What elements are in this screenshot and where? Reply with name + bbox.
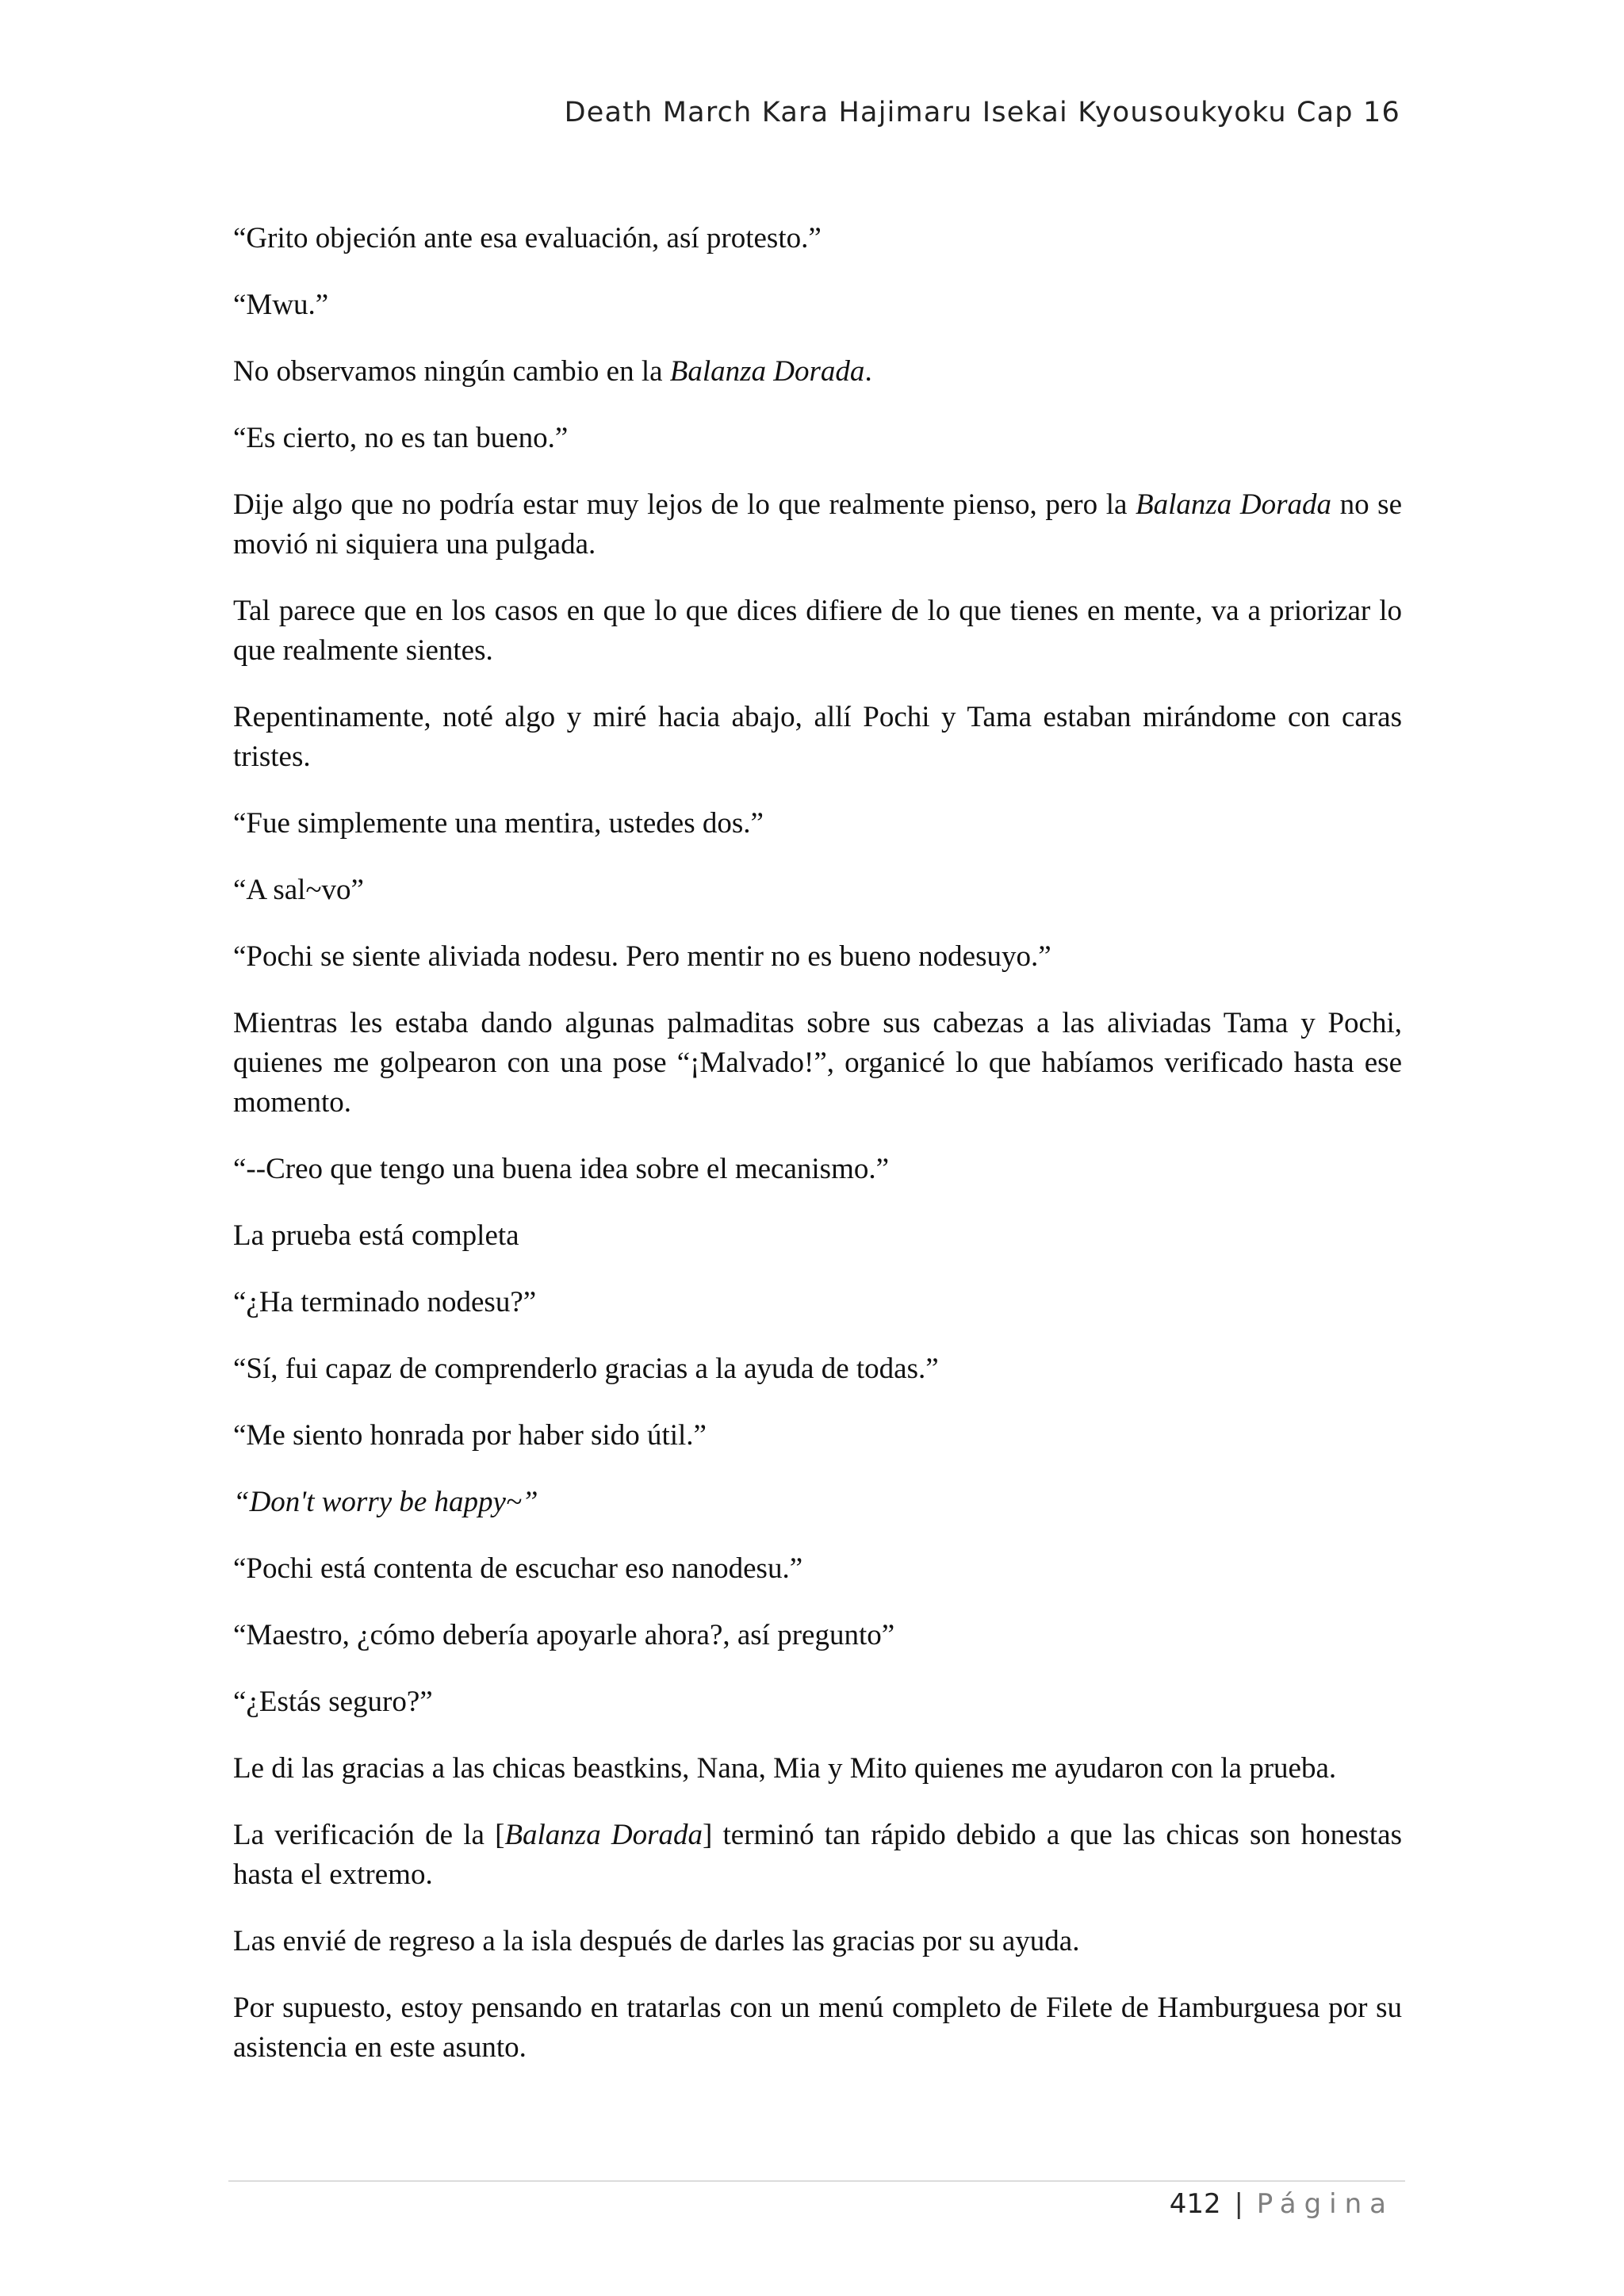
paragraph xyxy=(233,1283,1402,1322)
text-run: “¿Estás seguro?” xyxy=(233,1686,433,1718)
page-footer xyxy=(1170,2188,1394,2220)
paragraph xyxy=(233,219,1402,258)
text-run: “A sal~vo” xyxy=(233,874,364,906)
paragraph xyxy=(233,419,1402,458)
text-run: Por supuesto, estoy pensando en tratarlas con un menú completo de Filete de Hamburguesa por su asistencia en este asunto. xyxy=(233,1992,1402,2064)
footer-divider xyxy=(228,2180,1405,2182)
italic-text: Balanza Dorada xyxy=(504,1819,703,1851)
text-run: “Me siento honrada por haber sido útil.” xyxy=(233,1419,707,1452)
paragraph xyxy=(233,1922,1402,1961)
text-run: . xyxy=(864,355,872,388)
document-body xyxy=(233,219,1402,2095)
paragraph xyxy=(233,698,1402,777)
text-run: no se movió ni siquiera una pulgada. xyxy=(233,488,1402,561)
paragraph xyxy=(233,591,1402,671)
text-run: Tal parece que en los casos en que lo que dices difiere de lo que tienes en mente, va a priorizar lo que realmente sientes. xyxy=(233,595,1402,667)
text-run: “¿Ha terminado nodesu?” xyxy=(233,1286,537,1318)
page-number: 412 xyxy=(1169,2188,1221,2220)
text-run: “Fue simplemente una mentira, ustedes dos.” xyxy=(233,807,764,840)
text-run: La verificación de la [ xyxy=(233,1819,505,1851)
text-run: “Maestro, ¿cómo debería apoyarle ahora?, así pregunto” xyxy=(233,1619,895,1651)
page-label: Página xyxy=(1256,2188,1394,2220)
paragraph xyxy=(233,937,1402,977)
paragraph xyxy=(233,871,1402,910)
text-run: Le di las gracias a las chicas beastkins, Nana, Mia y Mito quienes me ayudaron con la prueba. xyxy=(233,1752,1337,1785)
text-run: “Grito objeción ante esa evaluación, así protesto.” xyxy=(233,222,822,254)
italic-text: “Don't worry be happy~” xyxy=(233,1486,538,1518)
text-run: La prueba está completa xyxy=(233,1219,519,1252)
text-run: “Es cierto, no es tan bueno.” xyxy=(233,422,569,454)
paragraph xyxy=(233,1004,1402,1123)
paragraph xyxy=(233,804,1402,844)
italic-text: Balanza Dorada xyxy=(669,355,865,388)
text-run: “Pochi está contenta de escuchar eso nanodesu.” xyxy=(233,1552,803,1585)
paragraph xyxy=(233,285,1402,325)
paragraph xyxy=(233,1749,1402,1789)
paragraph xyxy=(233,1816,1402,1895)
footer-separator: | xyxy=(1234,2188,1243,2220)
text-run: “--Creo que tengo una buena idea sobre el mecanismo.” xyxy=(233,1153,890,1185)
paragraph xyxy=(233,1216,1402,1256)
text-run: Las envié de regreso a la isla después de darles las gracias por su ayuda. xyxy=(233,1925,1080,1957)
text-run: Mientras les estaba dando algunas palmaditas sobre sus cabezas a las aliviadas Tama y Pochi, quienes me golpearon con una pose “¡Malvado!”, organicé lo que habíamos verificado hasta ese momento. xyxy=(233,1007,1402,1119)
text-run: Dije algo que no podría estar muy lejos de lo que realmente pienso, pero la xyxy=(233,488,1136,521)
text-run: Repentinamente, noté algo y miré hacia abajo, allí Pochi y Tama estaban mirándome con caras tristes. xyxy=(233,701,1402,773)
paragraph xyxy=(233,1988,1402,2068)
paragraph xyxy=(233,1416,1402,1456)
italic-text: Balanza Dorada xyxy=(1135,488,1331,521)
paragraph xyxy=(233,1349,1402,1389)
text-run: ] terminó tan rápido debido a que las chicas son honestas hasta el extremo. xyxy=(233,1819,1402,1891)
paragraph xyxy=(233,1549,1402,1589)
running-header: Death March Kara Hajimaru Isekai Kyousoukyoku Cap 16 xyxy=(564,97,1400,128)
paragraph xyxy=(233,1682,1402,1722)
paragraph xyxy=(233,352,1402,392)
text-run: “Sí, fui capaz de comprenderlo gracias a la ayuda de todas.” xyxy=(233,1353,939,1385)
paragraph xyxy=(233,1150,1402,1189)
paragraph xyxy=(233,485,1402,564)
text-run: No observamos ningún cambio en la xyxy=(233,355,670,388)
text-run: “Pochi se siente aliviada nodesu. Pero mentir no es bueno nodesuyo.” xyxy=(233,940,1051,973)
text-run: “Mwu.” xyxy=(233,289,329,321)
paragraph xyxy=(233,1616,1402,1655)
paragraph xyxy=(233,1483,1402,1522)
